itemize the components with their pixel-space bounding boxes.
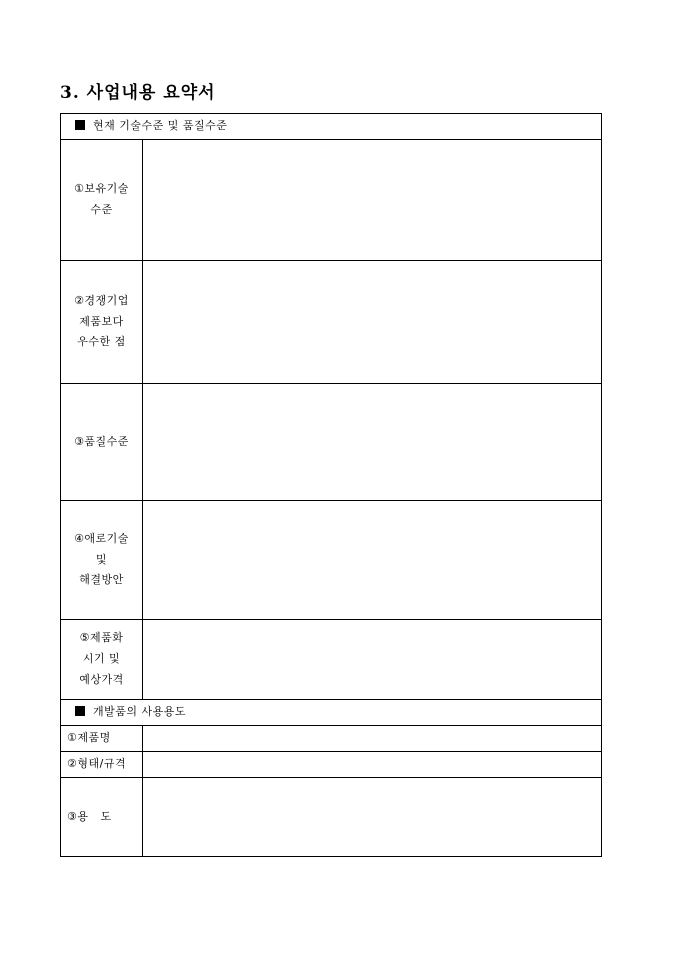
row-label-bottleneck-solution <box>61 501 143 620</box>
label-line: 제품보다 <box>79 314 124 328</box>
quality-level-input-cell[interactable] <box>143 384 602 501</box>
table-row <box>61 726 602 752</box>
section-header-row <box>61 114 602 140</box>
row-label-competitive-advantage <box>61 261 143 384</box>
label-line: 해결방안 <box>79 573 124 587</box>
table-row <box>61 261 602 384</box>
row-label-quality-level <box>61 384 143 501</box>
table-row <box>61 501 602 620</box>
table-row <box>61 140 602 261</box>
section-header-product-use <box>61 700 602 726</box>
table-row <box>61 778 602 857</box>
section-header-tech-quality <box>61 114 602 140</box>
label-line: 수준 <box>90 203 113 216</box>
bottleneck-solution-input-cell[interactable] <box>143 501 602 620</box>
page-title: 3. 사업내용 요약서 <box>60 83 216 103</box>
product-name-input-cell[interactable] <box>143 726 602 752</box>
summary-form-table <box>60 113 602 857</box>
black-square-icon <box>75 120 85 130</box>
label-line: ③품질수준 <box>74 434 129 448</box>
row-label-form-spec: ②형태/규격 <box>61 752 143 778</box>
row-label-owned-tech <box>61 140 143 261</box>
label-line: ①보유기술 <box>74 182 129 196</box>
section-heading-text: 현재 기술수준 및 품질수준 <box>93 119 228 133</box>
label-line: 및 <box>95 552 108 566</box>
row-label-commercialization <box>61 620 143 700</box>
label-line: 예상가격 <box>79 672 124 686</box>
row-label-product-name: ①제품명 <box>61 726 143 752</box>
label-line: 우수한 점 <box>77 335 126 349</box>
table-row <box>61 620 602 700</box>
label-line: 시기 및 <box>82 652 121 666</box>
owned-tech-input-cell[interactable] <box>143 140 602 261</box>
commercialization-input-cell[interactable] <box>143 620 602 700</box>
table-row <box>61 384 602 501</box>
form-spec-input-cell[interactable] <box>143 752 602 778</box>
label-line: ②경쟁기업 <box>74 293 129 307</box>
section-heading-text: 개발품의 사용용도 <box>93 705 187 719</box>
competitive-advantage-input-cell[interactable] <box>143 261 602 384</box>
table-row <box>61 752 602 778</box>
label-line: ④애로기술 <box>74 531 129 545</box>
usage-input-cell[interactable] <box>143 778 602 857</box>
row-label-usage: ③용 도 <box>61 778 143 857</box>
section-header-row <box>61 700 602 726</box>
label-line: ⑤제품화 <box>79 631 124 645</box>
black-square-icon <box>75 706 85 716</box>
